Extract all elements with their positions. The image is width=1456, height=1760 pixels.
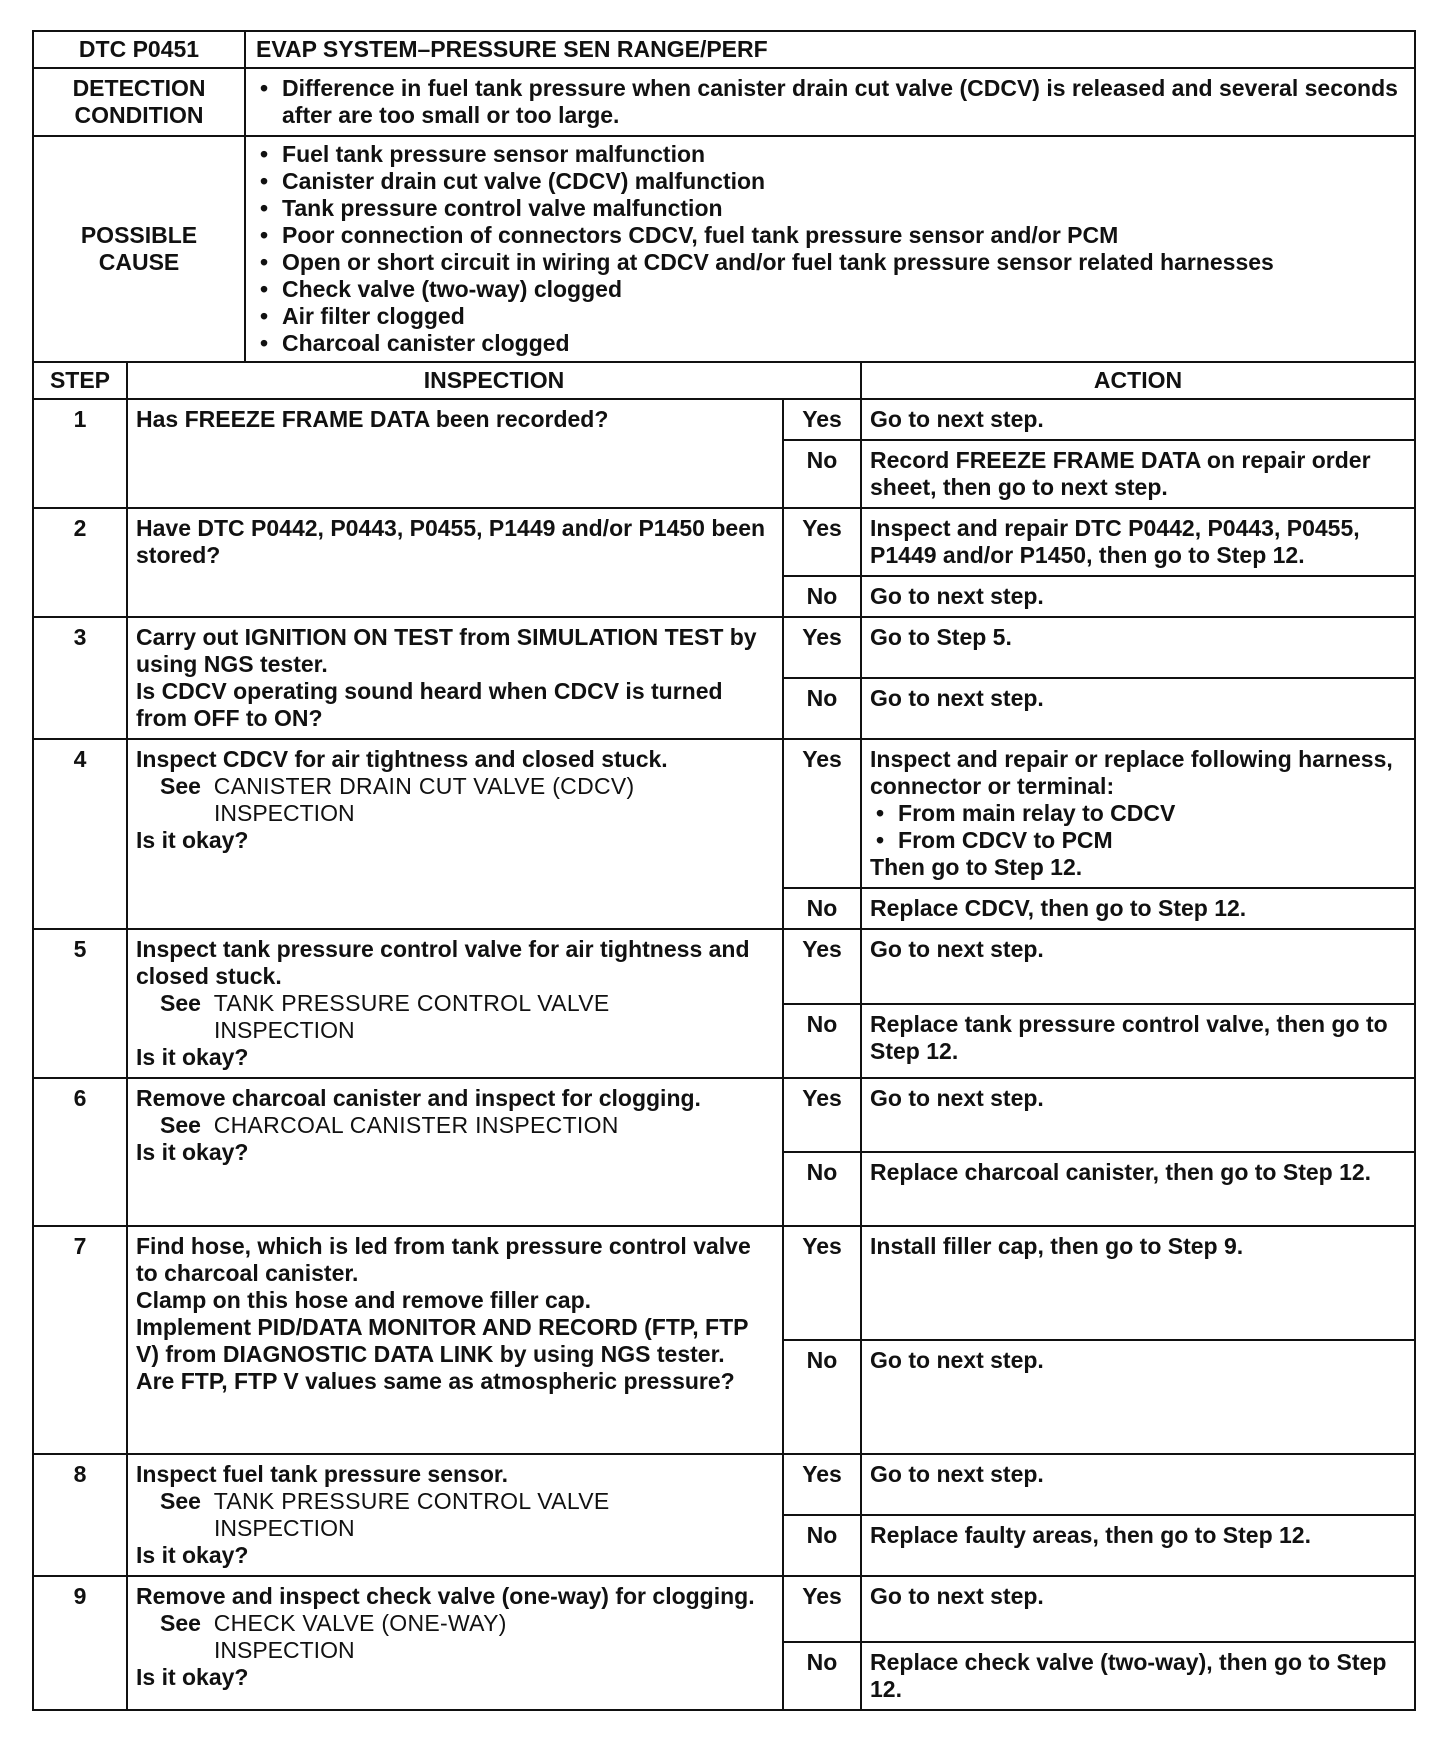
no-label: No: [783, 678, 861, 739]
inspection-question: Is it okay?: [136, 1044, 249, 1070]
step-row: [33, 929, 1415, 1004]
no-action: Replace charcoal canister, then go to Step 12.: [861, 1152, 1415, 1226]
no-action: Go to next step.: [861, 1340, 1415, 1454]
yes-label: Yes: [783, 1226, 861, 1340]
yes-action: Go to Step 5.: [861, 617, 1415, 678]
step-row: [33, 1226, 1415, 1340]
inspection-text: Inspect CDCV for air tightness and closed stuck.: [136, 746, 668, 772]
detection-label: [33, 68, 245, 136]
see-reference-cont[interactable]: INSPECTION: [214, 1637, 355, 1663]
column-step: STEP: [33, 362, 127, 399]
step-number: 9: [33, 1576, 127, 1710]
action-text: Inspect and repair or replace following harness, connector or terminal:: [870, 746, 1393, 799]
yes-action: Install filler cap, then go to Step 9.: [861, 1226, 1415, 1340]
see-reference-link[interactable]: CHARCOAL CANISTER INSPECTION: [213, 1112, 619, 1138]
see-reference-cont[interactable]: INSPECTION: [214, 1515, 355, 1541]
step-row: [33, 1454, 1415, 1515]
no-action: Replace tank pressure control valve, then go to Step 12.: [861, 1004, 1415, 1079]
inspection-text: Inspect fuel tank pressure sensor.: [136, 1461, 508, 1487]
no-label: No: [783, 888, 861, 929]
step-inspection: [127, 617, 783, 739]
column-inspection: INSPECTION: [127, 362, 861, 399]
possible-cause-label: [33, 136, 245, 362]
cause-item: • Tank pressure control valve malfunction: [254, 195, 1406, 222]
step-inspection: [127, 1078, 783, 1226]
inspection-text: Remove and inspect check valve (one-way) for clogging.: [136, 1583, 755, 1609]
step-row: [33, 399, 1415, 440]
column-action: ACTION: [861, 362, 1415, 399]
inspection-text: Find hose, which is led from tank pressure control valve to charcoal canister.: [136, 1233, 751, 1286]
see-reference: [136, 990, 774, 1044]
see-reference: [136, 1112, 774, 1139]
step-number: 4: [33, 739, 127, 929]
yes-action: Go to next step.: [861, 399, 1415, 440]
inspection-text: Implement PID/DATA MONITOR AND RECORD (FTP, FTP V) from DIAGNOSTIC DATA LINK by using NGS tester.: [136, 1314, 749, 1367]
yes-label: Yes: [783, 508, 861, 576]
action-item: • From main relay to CDCV: [870, 800, 1406, 827]
yes-action: Go to next step.: [861, 1078, 1415, 1152]
step-number: 7: [33, 1226, 127, 1454]
see-reference-link[interactable]: TANK PRESSURE CONTROL VALVE: [213, 1488, 610, 1514]
no-label: No: [783, 440, 861, 508]
no-action: Go to next step.: [861, 678, 1415, 739]
column-header-row: [33, 362, 1415, 399]
step-row: [33, 1576, 1415, 1642]
detection-label-line-2: CONDITION: [74, 102, 204, 128]
no-label: No: [783, 1340, 861, 1454]
yes-action: Inspect and repair DTC P0442, P0443, P0455, P1449 and/or P1450, then go to Step 12.: [861, 508, 1415, 576]
see-reference-cont[interactable]: INSPECTION: [214, 1017, 355, 1043]
inspection-question: Is it okay?: [136, 827, 249, 853]
see-label: See: [160, 1488, 201, 1514]
no-action: Replace faulty areas, then go to Step 12.: [861, 1515, 1415, 1576]
no-label: No: [783, 1642, 861, 1710]
step-inspection: [127, 1576, 783, 1710]
detection-row: [33, 68, 1415, 136]
yes-action: Go to next step.: [861, 929, 1415, 1004]
see-reference-link[interactable]: CANISTER DRAIN CUT VALVE (CDCV): [213, 773, 635, 799]
inspection-text: Is CDCV operating sound heard when CDCV is turned from OFF to ON?: [136, 678, 723, 731]
inspection-question: Are FTP, FTP V values same as atmospheric pressure?: [136, 1368, 735, 1394]
detection-item: • Difference in fuel tank pressure when canister drain cut valve (CDCV) is released and several seconds after are too small or too large.: [254, 75, 1406, 129]
no-action: Record FREEZE FRAME DATA on repair order sheet, then go to next step.: [861, 440, 1415, 508]
cause-label-line-1: POSSIBLE: [80, 222, 198, 248]
yes-label: Yes: [783, 929, 861, 1004]
inspection-text: Clamp on this hose and remove filler cap.: [136, 1287, 592, 1313]
cause-item: • Air filter clogged: [254, 303, 1406, 330]
cause-item: • Poor connection of connectors CDCV, fuel tank pressure sensor and/or PCM: [254, 222, 1406, 249]
no-label: No: [783, 1515, 861, 1576]
see-label: See: [160, 773, 201, 799]
step-inspection: [127, 929, 783, 1078]
step-inspection: [127, 1454, 783, 1576]
step-number: 8: [33, 1454, 127, 1576]
action-item: • From CDCV to PCM: [870, 827, 1406, 854]
dtc-code: DTC P0451: [33, 31, 245, 68]
inspection-text: Carry out IGNITION ON TEST from SIMULATION TEST by using NGS tester.: [136, 624, 757, 677]
inspection-text: Remove charcoal canister and inspect for clogging.: [136, 1085, 701, 1111]
step-number: 6: [33, 1078, 127, 1226]
inspection-text: Has FREEZE FRAME DATA been recorded?: [136, 406, 609, 432]
see-reference-cont[interactable]: INSPECTION: [214, 800, 355, 826]
step-number: 5: [33, 929, 127, 1078]
step-inspection: [127, 1226, 783, 1454]
no-label: No: [783, 1004, 861, 1079]
see-label: See: [160, 990, 201, 1016]
possible-cause-row: [33, 136, 1415, 362]
no-action: Replace CDCV, then go to Step 12.: [861, 888, 1415, 929]
see-label: See: [160, 1610, 201, 1636]
possible-causes: [245, 136, 1415, 362]
inspection-question: Is it okay?: [136, 1542, 249, 1568]
cause-item: • Charcoal canister clogged: [254, 330, 1406, 357]
detection-conditions: [245, 68, 1415, 136]
see-reference: [136, 1610, 774, 1664]
no-label: No: [783, 576, 861, 617]
no-action: Replace check valve (two-way), then go to Step 12.: [861, 1642, 1415, 1710]
dtc-title: EVAP SYSTEM–PRESSURE SEN RANGE/PERF: [245, 31, 1415, 68]
cause-item: • Check valve (two-way) clogged: [254, 276, 1406, 303]
step-number: 2: [33, 508, 127, 617]
no-label: No: [783, 1152, 861, 1226]
yes-label: Yes: [783, 399, 861, 440]
step-inspection: [127, 508, 783, 617]
inspection-question: Is it okay?: [136, 1139, 249, 1165]
dtc-title-row: [33, 31, 1415, 68]
step-inspection: [127, 399, 783, 508]
step-inspection: [127, 739, 783, 929]
inspection-text: Inspect tank pressure control valve for air tightness and closed stuck.: [136, 936, 750, 989]
inspection-question: Is it okay?: [136, 1664, 249, 1690]
step-number: 3: [33, 617, 127, 739]
cause-item: • Fuel tank pressure sensor malfunction: [254, 141, 1406, 168]
cause-label-line-2: CAUSE: [98, 249, 180, 275]
dtc-diagnostic-sheet: [32, 30, 1414, 1711]
step-row: [33, 1078, 1415, 1152]
yes-label: Yes: [783, 739, 861, 888]
yes-action: [861, 739, 1415, 888]
see-reference: [136, 1488, 774, 1542]
yes-label: Yes: [783, 1454, 861, 1515]
action-text: Then go to Step 12.: [870, 854, 1083, 880]
yes-action: Go to next step.: [861, 1454, 1415, 1515]
see-reference-link[interactable]: CHECK VALVE (ONE-WAY): [213, 1610, 507, 1636]
detection-label-line-1: DETECTION: [72, 75, 206, 101]
dtc-table: [32, 30, 1416, 1711]
step-row: [33, 617, 1415, 678]
step-row: [33, 508, 1415, 576]
see-reference: [136, 773, 774, 827]
see-reference-link[interactable]: TANK PRESSURE CONTROL VALVE: [213, 990, 610, 1016]
cause-item: • Canister drain cut valve (CDCV) malfunction: [254, 168, 1406, 195]
yes-label: Yes: [783, 1576, 861, 1642]
yes-action: Go to next step.: [861, 1576, 1415, 1642]
yes-label: Yes: [783, 1078, 861, 1152]
cause-item: • Open or short circuit in wiring at CDCV and/or fuel tank pressure sensor related harnesses: [254, 249, 1406, 276]
yes-label: Yes: [783, 617, 861, 678]
step-row: [33, 739, 1415, 888]
inspection-text: Have DTC P0442, P0443, P0455, P1449 and/or P1450 been stored?: [136, 515, 766, 568]
no-action: Go to next step.: [861, 576, 1415, 617]
see-label: See: [160, 1112, 201, 1138]
step-number: 1: [33, 399, 127, 508]
